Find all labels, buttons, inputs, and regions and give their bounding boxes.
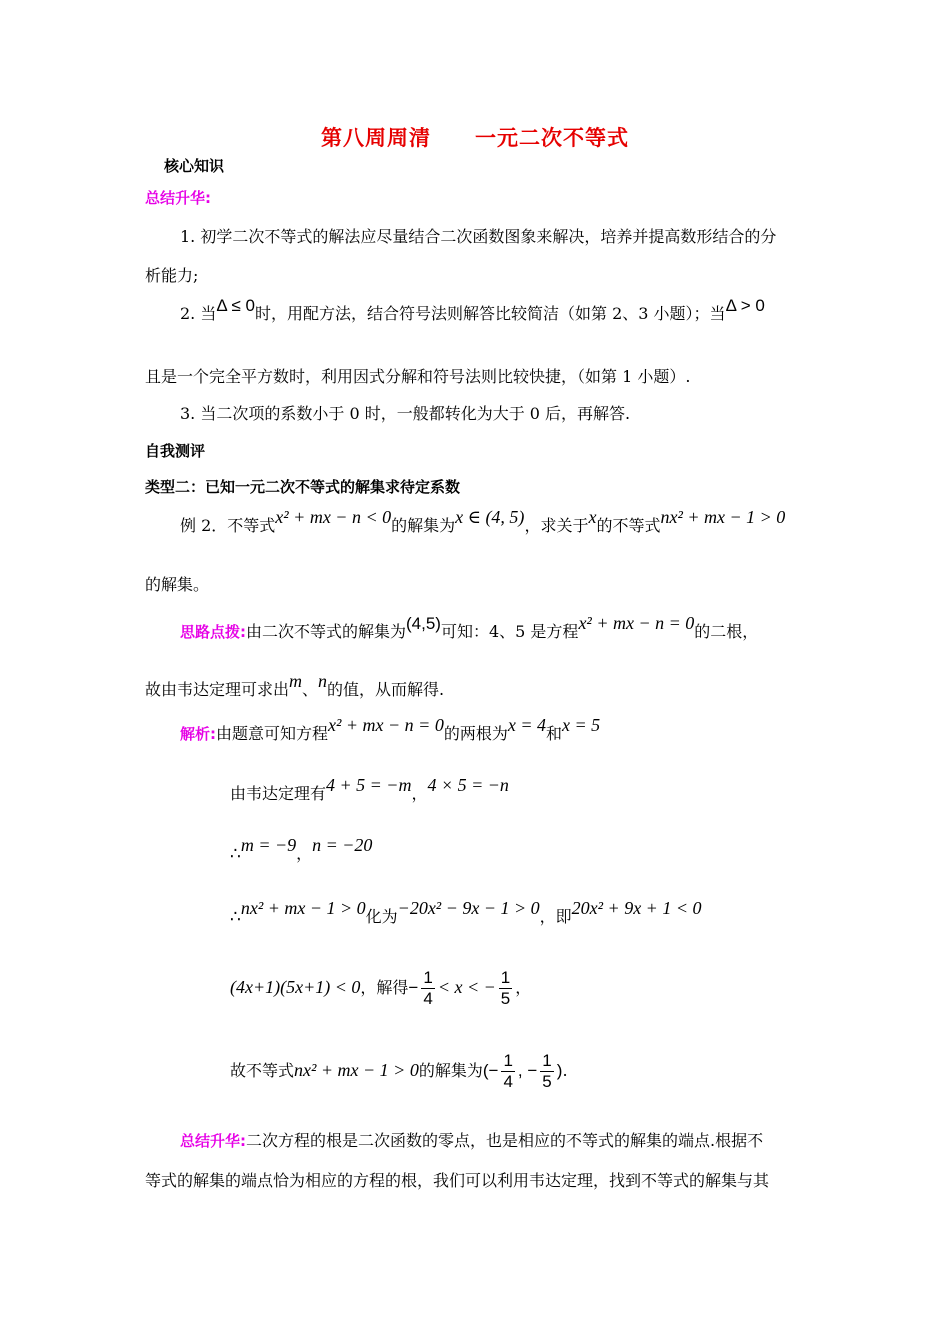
fraction-one-fifth: $\frac{1}{5}$ — [500, 968, 511, 1008]
solution-and: 和 — [546, 724, 563, 743]
target-inequality: nx² + mx − 1 > 0 — [240, 898, 366, 918]
vieta-comma: ， — [411, 784, 428, 803]
item1-line1: 1. 初学二次不等式的解法应尽量结合二次函数图象来解决，培养并提高数形结合的分 — [180, 227, 777, 246]
summary2-line2: 等式的解集的端点恰为相应的方程的根，我们可以利用韦达定理，找到不等式的解集与其 — [145, 1171, 770, 1190]
therefore-symbol: ∴ — [230, 844, 241, 863]
n-value: n = −20 — [312, 835, 373, 855]
item2-line2: 且是一个完全平方数时，利用因式分解和符号法则比较快捷，（如第 1 小题）. — [145, 367, 691, 386]
hint-label: 思路点拨: — [180, 623, 246, 641]
final-text: 故不等式 — [230, 1061, 295, 1080]
title-part2: 一元二次不等式 — [475, 126, 629, 150]
solution-line1 — [180, 715, 601, 745]
m-value: m = −9 — [240, 835, 297, 855]
final-set-close: ) — [556, 1061, 563, 1080]
hint-line2a: 故由韦达定理可求出 — [145, 680, 290, 699]
fraction-one-quarter: $\frac{1}{4}$ — [423, 968, 433, 1008]
solution-label: 解析: — [180, 725, 216, 743]
hint-line2 — [145, 671, 445, 701]
hint-text3: 的二根， — [694, 622, 759, 641]
get-text: ，解得 — [360, 978, 409, 997]
item2-prefix: 2. 当 — [180, 304, 217, 323]
solution-equation: x² + mx − n = 0 — [328, 715, 444, 735]
mn-comma: ， — [296, 844, 313, 863]
hint-var-m: m — [289, 671, 303, 691]
final-set-mid: , − — [517, 1061, 538, 1080]
type2-heading: 类型二：已知一元二次不等式的解集求待定系数 — [145, 478, 461, 496]
section-core-knowledge: 核心知识 — [164, 157, 225, 175]
hint-equation: x² + mx − n = 0 — [578, 613, 695, 633]
therefore-symbol-2: ∴ — [230, 907, 241, 926]
vieta-text: 由韦达定理有 — [230, 784, 327, 803]
final-set-open: (− — [482, 1061, 499, 1080]
example-text1: 的解集为 — [391, 516, 456, 535]
summary-label: 总结升华: — [145, 189, 211, 207]
example2-line2: 的解集。 — [145, 575, 210, 594]
final-inequality: nx² + mx − 1 > 0 — [294, 1060, 419, 1080]
item1-line2: 析能力; — [145, 266, 199, 285]
example-solution-set: x ∈ (4, 5) — [455, 507, 525, 527]
example-text3: 的不等式 — [596, 516, 661, 535]
hint-text2: 可知：4、5 是方程 — [440, 622, 579, 641]
example-inequality1: x² + mx − n < 0 — [275, 507, 392, 527]
page-title — [0, 122, 950, 152]
example-text2: ，求关于 — [524, 516, 589, 535]
summary2-label: 总结升华: — [180, 1132, 246, 1150]
vieta-sum: 4 + 5 = −m — [326, 775, 412, 795]
solution-text1: 由题意可知方程 — [216, 724, 329, 743]
solution-text2: 的两根为 — [443, 724, 508, 743]
root-x4: x = 4 — [507, 715, 546, 735]
example-inequality2: nx² + mx − 1 > 0 — [660, 507, 786, 527]
final-text2: 的解集为 — [418, 1061, 483, 1080]
final-fraction-quarter: $\frac{1}{4}$ — [503, 1051, 513, 1091]
title-part1: 第八周周清 — [321, 126, 431, 150]
ie-text: ，即 — [539, 907, 572, 926]
hint-var-n: n — [318, 671, 328, 691]
result-minus: − — [408, 978, 419, 997]
vieta-line — [230, 775, 509, 805]
root-x5: x = 5 — [562, 715, 601, 735]
result-comma: ， — [515, 978, 532, 997]
summary2-text1: 二次方程的根是二次函数的零点，也是相应的不等式的解集的端点.根据不 — [246, 1131, 764, 1150]
factored-inequality: (4x+1)(5x+1) < 0 — [230, 977, 361, 997]
item2-line1 — [180, 296, 765, 325]
hint-text1: 由二次不等式的解集为 — [246, 622, 407, 641]
hint-line2b: 的值，从而解得. — [327, 680, 445, 699]
to-text: 化为 — [365, 907, 398, 926]
delta-condition-gt: Δ > 0 — [725, 296, 765, 315]
section-self-evaluation: 自我测评 — [145, 442, 206, 460]
hint-interval: (4,5) — [406, 614, 441, 633]
example-variable: x — [588, 507, 597, 527]
item3: 3. 当二次项的系数小于 0 时，一般都转化为大于 0 后，再解答. — [180, 404, 631, 423]
hint-line1 — [180, 613, 759, 643]
final-answer-line: 故不等式nx² + mx − 1 > 0的解集为(− $\frac{1}{4}$ , − $\frac{1}{5}$ ). — [230, 1051, 568, 1091]
example-label: 例 2．不等式 — [180, 516, 276, 535]
hint-sep: 、 — [302, 680, 319, 699]
vieta-product: 4 × 5 = −n — [427, 775, 509, 795]
result-middle: < x < − — [437, 977, 496, 997]
substituted-inequality: −20x² − 9x − 1 > 0 — [397, 898, 540, 918]
final-quadratic: 20x² + 9x + 1 < 0 — [571, 898, 702, 918]
final-fraction-fifth: $\frac{1}{5}$ — [542, 1051, 552, 1091]
factored-line — [230, 965, 531, 1009]
item2-mid: 时，用配方法，结合符号法则解答比较简洁（如第 2、3 小题）；当 — [255, 304, 726, 323]
delta-condition-le: Δ ≤ 0 — [216, 296, 256, 315]
mn-values-line — [230, 835, 373, 865]
substitution-line — [230, 898, 702, 928]
summary2-line1 — [180, 1130, 763, 1152]
example2-line1 — [180, 507, 786, 537]
